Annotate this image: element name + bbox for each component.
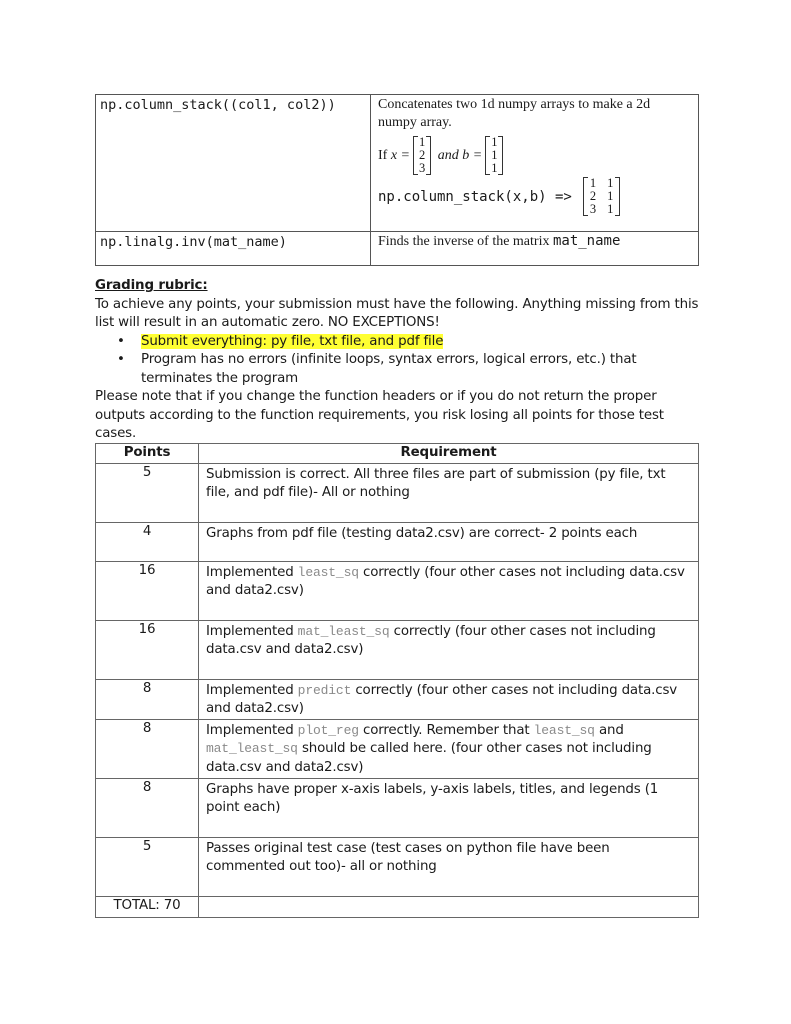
x-value: 2 xyxy=(419,148,426,162)
result-row: 2 1 xyxy=(589,189,614,203)
code-text: plot_reg xyxy=(297,722,359,738)
code-text: least_sq xyxy=(533,722,595,738)
grading-table xyxy=(95,443,699,918)
x-vector xyxy=(413,136,431,175)
b-value: 1 xyxy=(491,135,498,149)
x-value: 3 xyxy=(419,161,426,175)
function-row-inv xyxy=(96,232,699,266)
points-cell: 5 xyxy=(96,837,199,896)
table-row xyxy=(96,463,699,522)
function-description-cell xyxy=(371,232,699,266)
b-value: 1 xyxy=(491,161,498,175)
stack-code: np.column_stack(x,b) => xyxy=(378,188,572,205)
total-row xyxy=(96,896,699,917)
and-label: and xyxy=(437,147,459,163)
requirement-cell: Implemented mat_least_sq correctly (four other cases not including data.csv and data2.csv) xyxy=(199,620,699,679)
function-reference-table xyxy=(95,94,699,266)
table-row xyxy=(96,778,699,837)
table-row xyxy=(96,522,699,561)
result-row: 1 1 xyxy=(589,176,614,190)
requirement-cell: Implemented least_sq correctly (four other cases not including data.csv and data2.csv) xyxy=(199,561,699,620)
list-item xyxy=(95,333,699,352)
result-row: 3 1 xyxy=(589,202,614,216)
code-text: mat_least_sq xyxy=(297,623,390,639)
column-stack-example xyxy=(378,177,691,216)
points-cell: 4 xyxy=(96,522,199,561)
b-vector xyxy=(485,136,503,175)
function-description-cell xyxy=(371,95,699,232)
points-cell: 8 xyxy=(96,778,199,837)
requirement-cell: Graphs have proper x-axis labels, y-axis labels, titles, and legends (1 point each) xyxy=(199,778,699,837)
table-row xyxy=(96,561,699,620)
example-prefix: If xyxy=(378,147,388,163)
requirement-cell: Passes original test case (test cases on python file have been commented out too)- all or nothing xyxy=(199,837,699,896)
points-header: Points xyxy=(96,444,199,464)
requirements-list xyxy=(95,333,699,389)
function-row-column-stack xyxy=(96,95,699,232)
b-value: 1 xyxy=(491,148,498,162)
requirement-cell: Submission is correct. All three files are part of submission (py file, txt file, and pdf file)- All or nothing xyxy=(199,463,699,522)
table-row xyxy=(96,719,699,778)
example-equation xyxy=(378,136,691,175)
rubric-heading: Grading rubric: xyxy=(95,278,208,293)
table-row xyxy=(96,620,699,679)
function-description-code: mat_name xyxy=(552,233,621,249)
total-cell: TOTAL: 70 xyxy=(96,896,199,917)
function-name: np.column_stack((col1, col2)) xyxy=(96,95,371,232)
b-label: b = xyxy=(462,147,483,163)
highlighted-requirement: Submit everything: py file, txt file, and pdf file xyxy=(141,333,444,349)
points-cell: 5 xyxy=(96,463,199,522)
function-name: np.linalg.inv(mat_name) xyxy=(96,232,371,266)
x-value: 1 xyxy=(419,135,426,149)
points-cell: 8 xyxy=(96,679,199,719)
points-cell: 8 xyxy=(96,719,199,778)
requirement-cell: Implemented predict correctly (four other cases not including data.csv and data2.csv) xyxy=(199,679,699,719)
requirement-cell: Graphs from pdf file (testing data2.csv) are correct- 2 points each xyxy=(199,522,699,561)
points-cell: 16 xyxy=(96,561,199,620)
table-header-row xyxy=(96,444,699,464)
function-description: Concatenates two 1d numpy arrays to make a 2d numpy array. xyxy=(378,97,651,130)
list-item: • Program has no errors (infinite loops, syntax errors, logical errors, etc.) that terminates the program xyxy=(95,351,699,388)
requirement-header: Requirement xyxy=(199,444,699,464)
rubric-intro: To achieve any points, your submission must have the following. Anything missing from this list will result in an automatic zero. NO EXCEPTIONS! xyxy=(95,296,699,330)
result-matrix xyxy=(583,177,621,216)
grading-rubric xyxy=(95,277,699,444)
code-text: mat_least_sq xyxy=(206,741,298,756)
x-label: x = xyxy=(390,147,410,163)
points-cell: 16 xyxy=(96,620,199,679)
function-description: Finds the inverse of the matrix xyxy=(378,234,550,249)
table-row xyxy=(96,837,699,896)
code-text: predict xyxy=(297,682,352,698)
table-row xyxy=(96,679,699,719)
rubric-note: Please note that if you change the function headers or if you do not return the proper outputs according to the function requirements, you risk losing all points for those test cases. xyxy=(95,389,664,441)
empty-cell xyxy=(199,896,699,917)
requirement-cell: Implemented plot_reg correctly. Remember that least_sq and mat_least_sq should be called here. (four other cases not including data.csv and data2.csv) xyxy=(199,719,699,778)
code-text: least_sq xyxy=(297,564,359,580)
